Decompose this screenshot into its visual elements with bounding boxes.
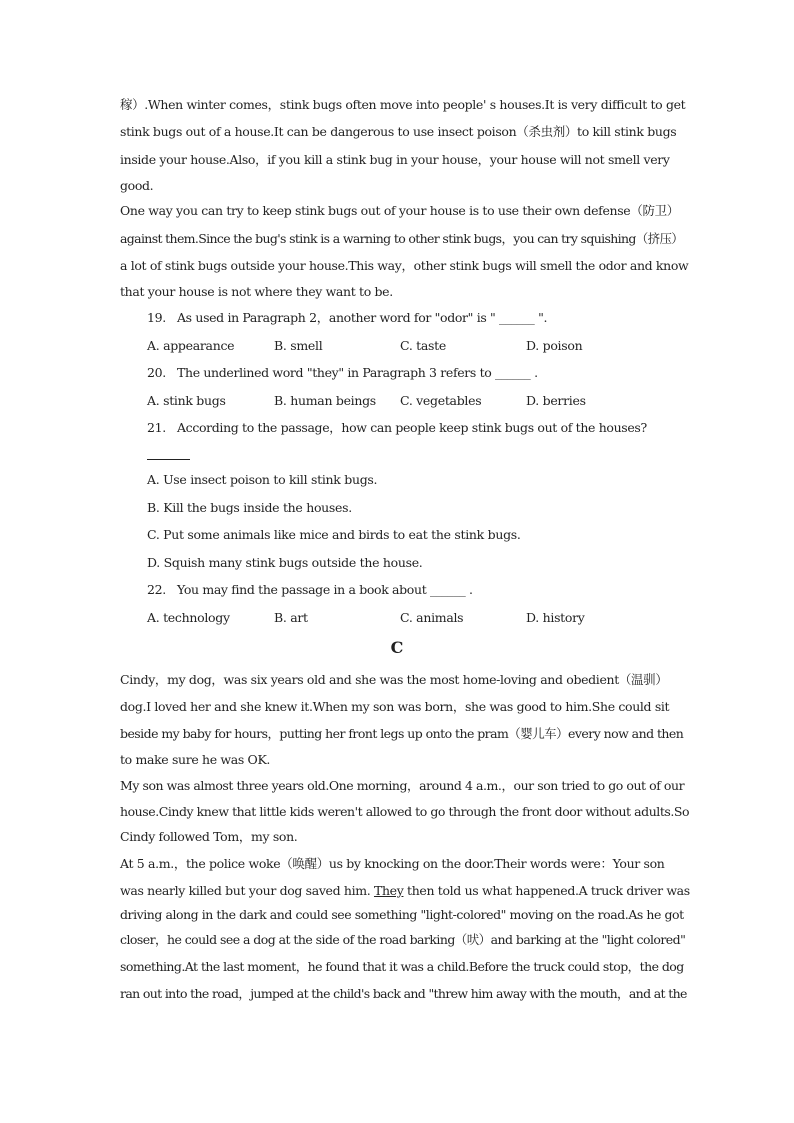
question-number: 20. — [147, 365, 166, 380]
passage-b-line-1: 稼）.When winter comes，stink bugs often move into people' s houses.It is very difficult to get — [120, 97, 686, 112]
passage-c-line-11: closer，he could see a dog at the side of the road barking（吠）and barking at the "light colored" — [120, 932, 686, 947]
passage-c-line-5: My son was almost three years old.One morning，around 4 a.m.，our son tried to go out of our — [120, 778, 685, 793]
q22-option-c: C. animals — [400, 610, 464, 625]
q20-option-d: D. berries — [526, 393, 586, 408]
q21-option-c: C. Put some animals like mice and birds to eat the stink bugs. — [147, 527, 521, 542]
section-heading: C — [390, 638, 404, 657]
q21-option-a: A. Use insect poison to kill stink bugs. — [147, 472, 378, 487]
q20-option-b: B. human beings — [274, 393, 376, 408]
question-22 — [147, 582, 473, 598]
line-text-after: then told us what happened.A truck driver was — [403, 883, 690, 898]
question-stem: As used in Paragraph 2，another word for "odor" is " ______ ". — [177, 310, 548, 325]
passage-b-line-8: that your house is not where they want to be. — [120, 284, 393, 299]
question-number: 21. — [147, 420, 166, 435]
q22-option-d: D. history — [526, 610, 585, 625]
passage-c-line-13: ran out into the road，jumped at the child's back and "threw him away with the mouth，and at the — [120, 986, 687, 1001]
q22-option-a: A. technology — [147, 610, 230, 625]
question-stem: The underlined word "they" in Paragraph 3 refers to ______ . — [177, 365, 538, 380]
q21-option-b: B. Kill the bugs inside the houses. — [147, 500, 352, 515]
q19-option-b: B. smell — [274, 338, 323, 353]
q20-option-a: A. stink bugs — [147, 393, 226, 408]
question-19 — [147, 310, 547, 326]
q19-option-d: D. poison — [526, 338, 583, 353]
line-text-before: was nearly killed but your dog saved him. — [120, 883, 374, 898]
question-stem: You may find the passage in a book about ______ . — [177, 582, 473, 597]
q20-option-c: C. vegetables — [400, 393, 482, 408]
answer-blank — [147, 459, 190, 460]
passage-c-line-2: dog.I loved her and she knew it.When my son was born，she was good to him.She could sit — [120, 699, 670, 714]
passage-b-line-3: inside your house.Also，if you kill a stink bug in your house，your house will not smell very — [120, 152, 670, 167]
question-20 — [147, 365, 538, 381]
question-21 — [147, 420, 647, 436]
passage-c-line-9 — [120, 883, 690, 899]
question-number: 22. — [147, 582, 166, 597]
q19-option-a: A. appearance — [147, 338, 235, 353]
passage-b-line-6: against them.Since the bug's stink is a warning to other stink bugs，you can try squishing（挤压） — [120, 231, 684, 246]
q21-option-d: D. Squish many stink bugs outside the house. — [147, 555, 423, 570]
passage-b-line-4: good. — [120, 178, 154, 193]
underlined-word-they: They — [373, 883, 404, 898]
passage-c-line-1: Cindy，my dog，was six years old and she was the most home-loving and obedient（温驯） — [120, 672, 668, 687]
passage-b-line-7: a lot of stink bugs outside your house.This way，other stink bugs will smell the odor and know — [120, 258, 689, 273]
passage-c-line-7: Cindy followed Tom，my son. — [120, 829, 298, 844]
question-stem: According to the passage，how can people keep stink bugs out of the houses? — [177, 420, 647, 435]
passage-b-line-5: One way you can try to keep stink bugs out of your house is to use their own defense（防卫） — [120, 203, 679, 218]
question-number: 19. — [147, 310, 166, 325]
passage-c-line-4: to make sure he was OK. — [120, 752, 271, 767]
q19-option-c: C. taste — [400, 338, 446, 353]
passage-b-line-2: stink bugs out of a house.It can be dangerous to use insect poison（杀虫剂）to kill stink bugs — [120, 124, 677, 139]
q22-option-b: B. art — [274, 610, 308, 625]
passage-c-line-8: At 5 a.m.，the police woke（唤醒）us by knocking on the door.Their words were：Your son — [120, 856, 665, 871]
passage-c-line-10: driving along in the dark and could see something "light-colored" moving on the road.As he got — [120, 907, 684, 922]
passage-c-line-6: house.Cindy knew that little kids weren't allowed to go through the front door without adults.So — [120, 804, 690, 819]
passage-c-line-12: something.At the last moment，he found that it was a child.Before the truck could stop，the dog — [120, 959, 684, 974]
passage-c-line-3: beside my baby for hours，putting her front legs up onto the pram（婴儿车）every now and then — [120, 726, 684, 741]
